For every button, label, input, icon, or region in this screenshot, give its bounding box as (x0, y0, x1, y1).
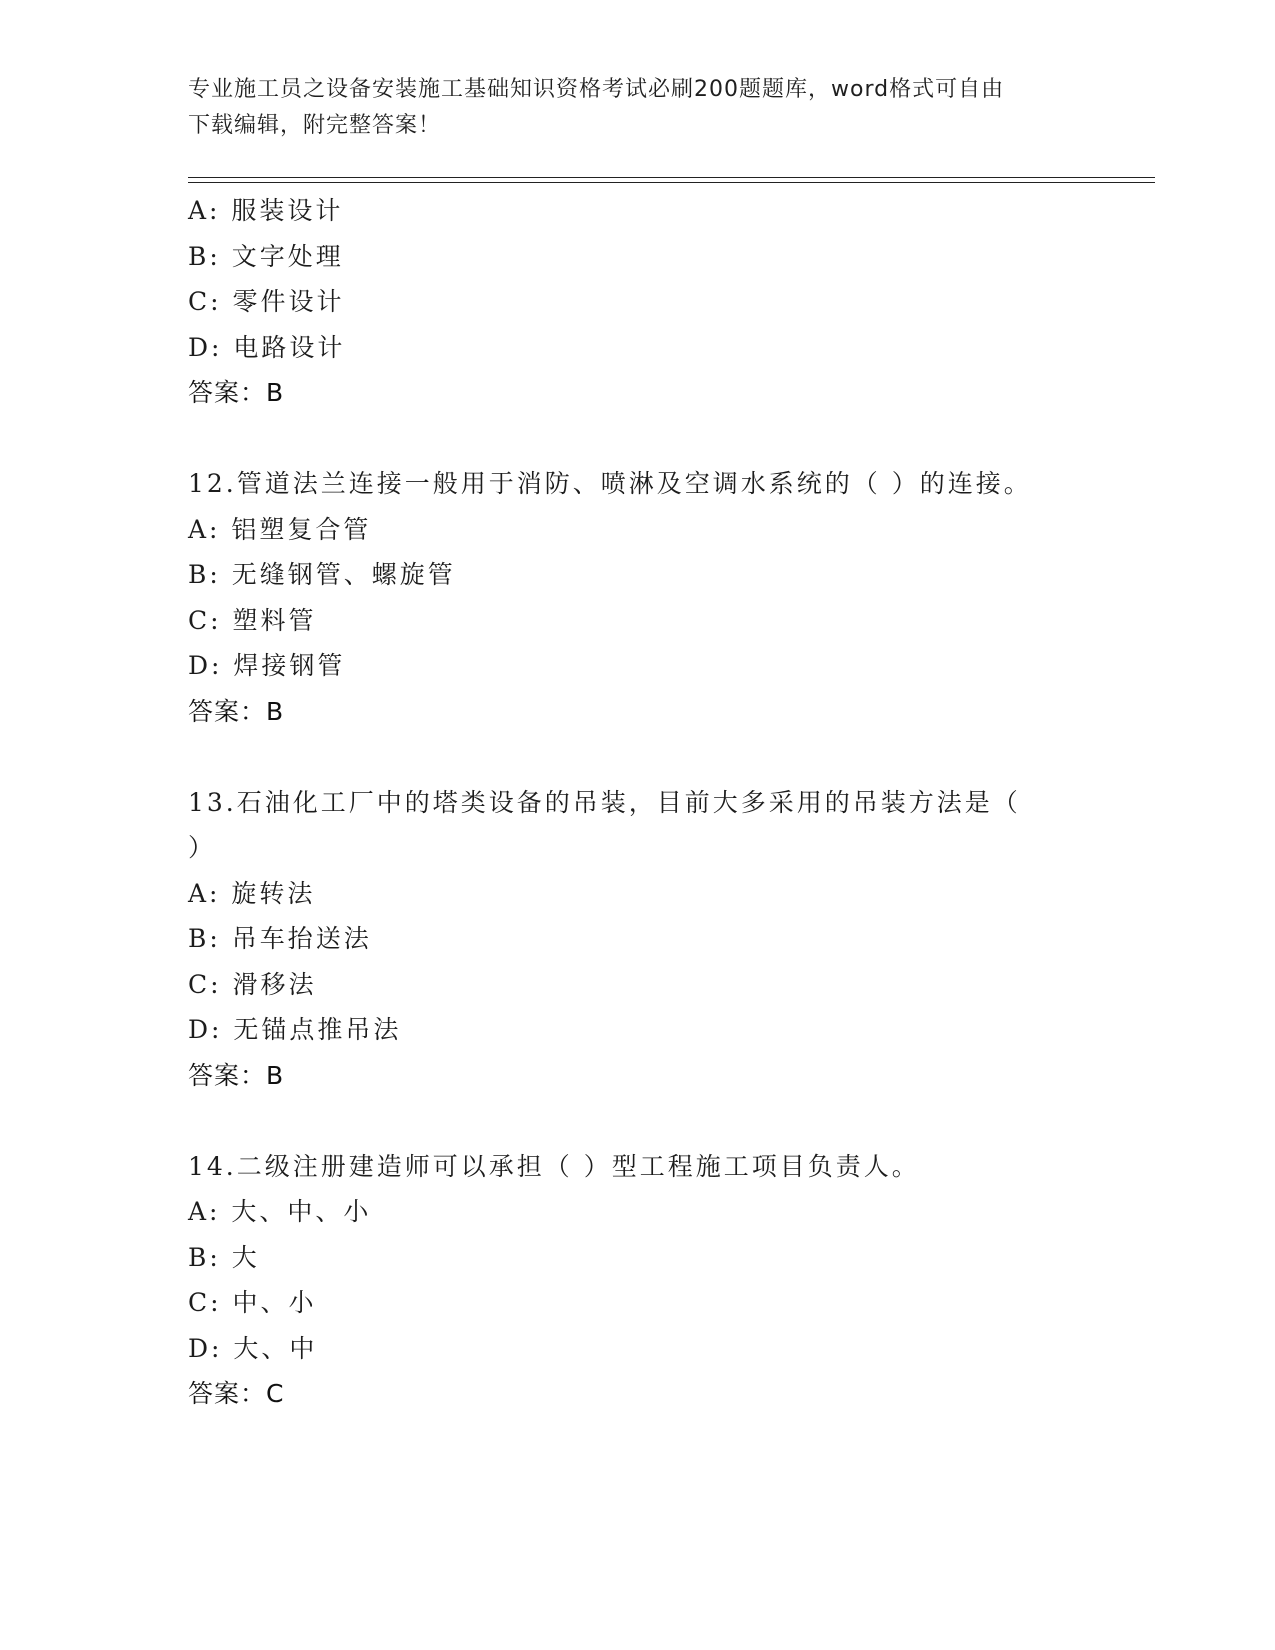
answer: 答案：C (188, 1379, 285, 1408)
question-12 (188, 461, 1088, 734)
option-d: D: 焊接钢管 (188, 651, 346, 680)
question-stem-line-2: ） (188, 833, 217, 862)
question-stem-line-1: 13.石油化工厂中的塔类设备的吊装，目前大多采用的吊装方法是（ (188, 787, 1021, 817)
option-c: C: 零件设计 (188, 287, 345, 316)
question-14 (188, 1144, 1088, 1417)
option-b: B: 吊车抬送法 (188, 924, 372, 953)
question-stem: 14.二级注册建造师可以承担（ ）型工程施工项目负责人。 (188, 1151, 920, 1181)
option-a: A: 铝塑复合管 (188, 514, 372, 544)
header-title-line-2: 下载编辑，附完整答案！ (188, 113, 442, 138)
option-c: C: 塑料管 (188, 605, 317, 635)
option-a: A: 大、中、小 (188, 1197, 372, 1226)
header-divider-bottom (188, 182, 1155, 183)
option-d: D: 电路设计 (188, 332, 346, 362)
header-divider-top (188, 177, 1155, 178)
question-13 (188, 780, 1088, 1099)
question-stem: 12.管道法兰连接一般用于消防、喷淋及空调水系统的（ ）的连接。 (188, 469, 1032, 498)
answer: 答案：B (188, 696, 285, 726)
option-d: D: 大、中 (188, 1333, 318, 1363)
header-title-line-1: 专业施工员之设备安装施工基础知识资格考试必刷200题题库，word格式可自由 (188, 77, 1005, 102)
option-a: A: 旋转法 (188, 878, 316, 908)
document-header (188, 72, 1068, 144)
option-a: A: 服装设计 (188, 196, 344, 225)
option-c: C: 滑移法 (188, 969, 317, 999)
option-b: B: 无缝钢管、螺旋管 (188, 560, 456, 589)
question-list (188, 188, 1088, 1417)
option-c: C: 中、小 (188, 1288, 317, 1317)
option-d: D: 无锚点推吊法 (188, 1015, 402, 1044)
question-11 (188, 188, 1088, 416)
answer: 答案：B (188, 1060, 285, 1090)
answer: 答案：B (188, 378, 285, 407)
option-b: B: 文字处理 (188, 241, 344, 271)
option-b: B: 大 (188, 1242, 260, 1272)
spacer (188, 416, 1088, 462)
spacer (188, 1098, 1088, 1144)
spacer (188, 734, 1088, 780)
